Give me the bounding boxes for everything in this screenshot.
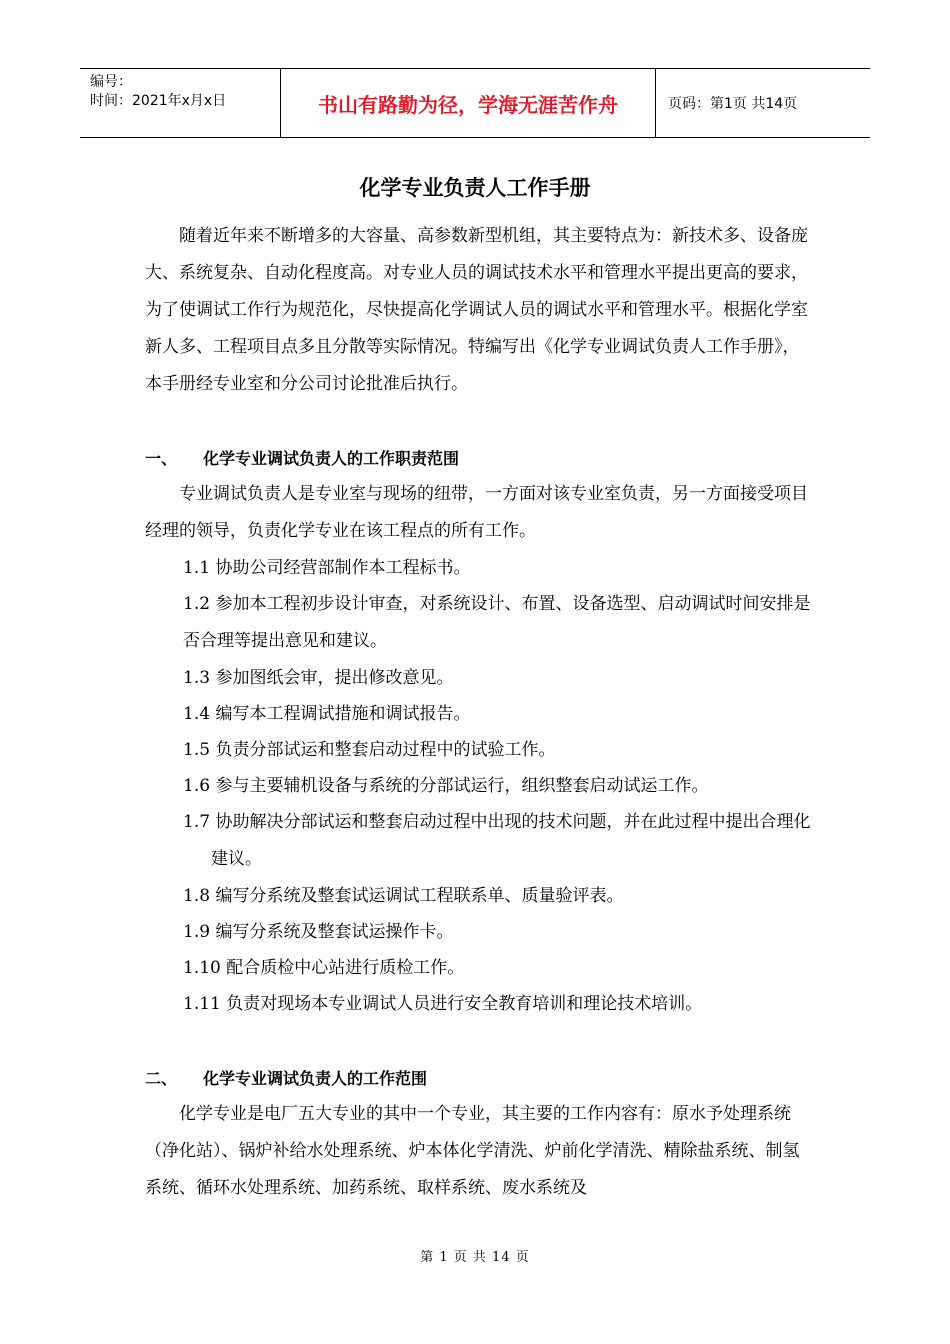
list-item: 1.6 参与主要辅机设备与系统的分部试运行，组织整套启动试运工作。: [183, 776, 709, 796]
section2-paragraph: 化学专业是电厂五大专业的其中一个专业，其主要的工作内容有：原水予处理系统（净化站）、锅炉补给水处理系统、炉本体化学清洗、炉前化学清洗、精除盐系统、制氢系统、循环水处理系统、加药系统、取样系统、废水系统及: [145, 1104, 800, 1198]
list-item: 1.10 配合质检中心站进行质检工作。: [183, 958, 465, 978]
document-title: 化学专业负责人工作手册: [359, 176, 591, 200]
header-table: [80, 68, 870, 138]
section1-heading: [145, 448, 459, 470]
section2-title: 化学专业调试负责人的工作范围: [203, 1069, 428, 1088]
list-item: 1.9 编写分系统及整套试运操作卡。: [183, 922, 454, 942]
date-line: 时间：2021年x月x日: [90, 93, 227, 109]
list-item-text: 1.2 参加本工程初步设计审查，对系统设计、布置、设备选型、启动调试时间安排是否合理等提出意见和建议。: [183, 594, 811, 651]
section2-number: 二、: [145, 1069, 178, 1088]
header-meta: [80, 69, 280, 137]
section1-paragraph: 专业调试负责人是专业室与现场的纽带，一方面对该专业室负责，另一方面接受项目经理的领导，负责化学专业在该工程点的所有工作。: [145, 484, 808, 541]
list-item: 1.5 负责分部试运和整套启动过程中的试验工作。: [183, 740, 556, 760]
section1-number: 一、: [145, 449, 178, 468]
section1-title: 化学专业调试负责人的工作职责范围: [203, 449, 460, 468]
list-item: [183, 586, 823, 660]
number-label: 编号：: [90, 74, 132, 90]
list-item: 1.7 协助解决分部试运和整套启动过程中出现的技术问题，并在此过程中提出合理化建议。: [183, 812, 811, 869]
intro-paragraph: 随着近年来不断增多的大容量、高参数新型机组，其主要特点为：新技术多、设备庞大、系统复杂、自动化程度高。对专业人员的调试技术水平和管理水平提出更高的要求，为了使调试工作行为规范化，尽快提高化学调试人员的调试水平和管理水平。根据化学室新人多、工程项目点多且分散等实际情况。特编写出《化学专业调试负责人工作手册》，本手册经专业室和分公司讨论批准后执行。: [145, 226, 808, 394]
list-item: 1.11 负责对现场本专业调试人员进行安全教育培训和理论技术培训。: [183, 994, 703, 1014]
list-item: 1.4 编写本工程调试措施和调试报告。: [183, 704, 471, 724]
list-item: 1.1 协助公司经营部制作本工程标书。: [183, 558, 471, 578]
page-footer: 第 1 页 共 14 页: [420, 1250, 530, 1265]
section2-heading: [145, 1068, 427, 1090]
list-item: 1.3 参加图纸会审，提出修改意见。: [183, 668, 454, 688]
header-page-info: 页码：第1页 共14页: [668, 96, 798, 112]
list-item: 1.8 编写分系统及整套试运调试工程联系单、质量验评表。: [183, 886, 624, 906]
header-motto: 书山有路勤为径，学海无涯苦作舟: [280, 69, 656, 137]
